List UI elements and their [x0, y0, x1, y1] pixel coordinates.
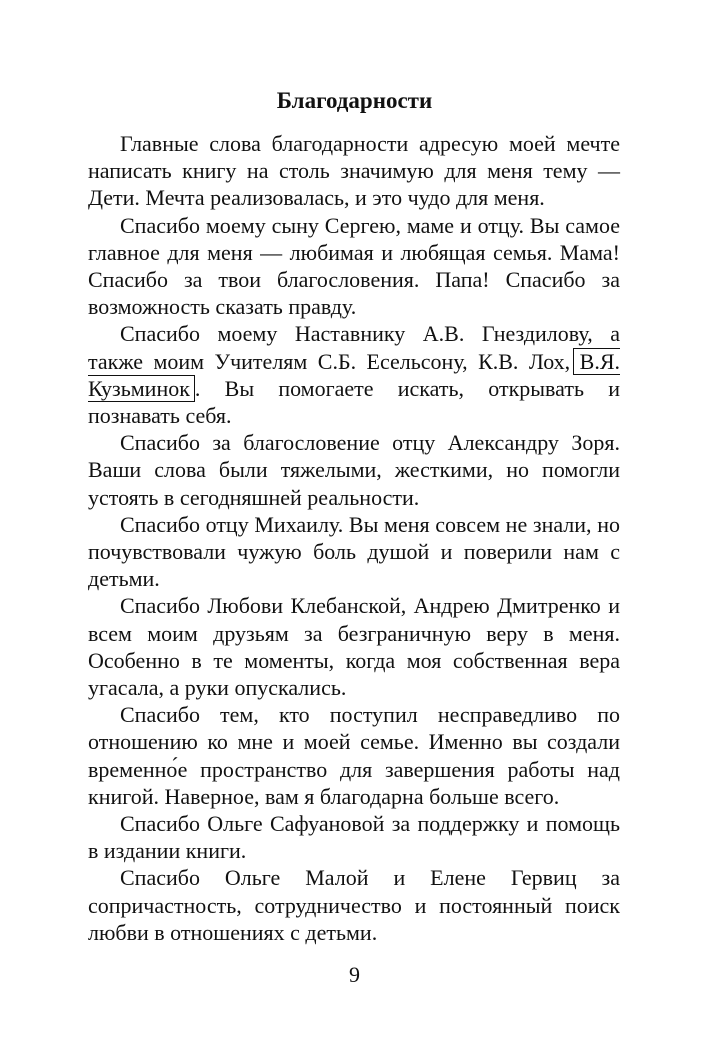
paragraph-dream: Главные слова благодарности адресую моей мечте написать книгу на столь значимую для меня тему — Дети. Мечта реализовалась, и это чудо для меня.: [88, 131, 620, 211]
paragraph-father-mikhail: Спасибо отцу Михаилу. Вы меня совсем не знали, но почувствовали чужую боль душой и поверили нам с детьми.: [88, 511, 620, 592]
paragraph-father-alexander: Спасибо за благословение отцу Александру Зоря. Ваши слова были тяжелыми, жесткими, но помогли устоять в сегодняшней реальности.: [88, 430, 620, 510]
paragraph-teachers: [88, 320, 620, 429]
paragraph-family: Спасибо моему сыну Сергею, маме и отцу. Вы самое главное для меня — любимая и любящая семья. Мама! Спасибо за твои благословения. Папа! Спасибо за возможность сказать правду.: [88, 212, 620, 320]
teachers-text-after: . Вы помогаете искать, открывать и познавать себя.: [88, 375, 620, 429]
paragraph-safuanova: Спасибо Ольге Сафуановой за поддержку и помощь в издании книги.: [88, 811, 620, 864]
highlighted-name-box: В.Я. Кузьминок: [88, 348, 620, 401]
paragraph-injustice: Спасибо тем, кто поступил несправедливо по отношению ко мне и моей семье. Именно вы создали временно́е пространство для завершения работы над книгой. Наверное, вам я благодарна больше всего.: [88, 702, 620, 809]
teachers-text-before: Спасибо моему Наставнику А.В. Гнездилову, а также моим Учителям С.Б. Есельсону, К.В. Лох,: [88, 321, 620, 374]
acknowledgements-body: [88, 130, 620, 946]
paragraph-friends: Спасибо Любови Клебанской, Андрею Дмитренко и всем моим друзьям за безграничную веру в меня. Особенно в те моменты, когда моя собственная вера угасала, а руки опускались.: [88, 593, 620, 701]
page-number: 9: [349, 962, 360, 987]
page-title: Благодарности: [276, 88, 433, 113]
paragraph-malaya-gervits: Спасибо Ольге Малой и Елене Гервиц за сопричастность, сотрудничество и постоянный поиск любви в отношениях с детьми.: [88, 865, 620, 945]
